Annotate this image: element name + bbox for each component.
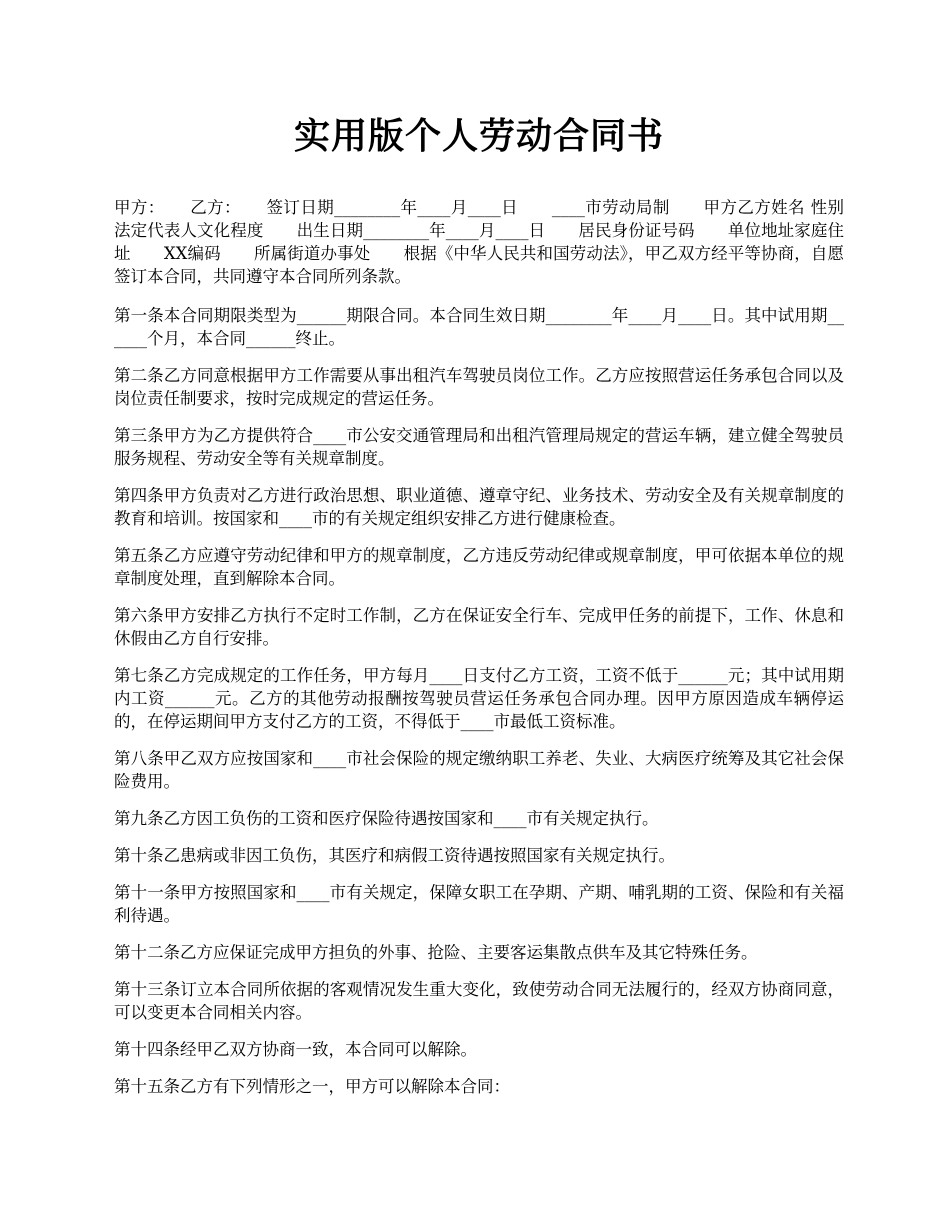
document-page [114,112,877,1112]
article-11: 第十一条甲方按照国家和____市有关规定，保障女职工在孕期、产期、哺乳期的工资、保险和有关福利待遇。 [114,883,844,925]
article-9: 第九条乙方因工负伤的工资和医疗保险待遇按国家和____市有关规定执行。 [114,809,659,828]
document-title: 实用版个人劳动合同书 [293,115,664,157]
article-14: 第十四条经甲乙双方协商一致，本合同可以解除。 [114,1040,477,1059]
article-5: 第五条乙方应遵守劳动纪律和甲方的规章制度，乙方违反劳动纪律或规章制度，甲可依据本单位的规章制度处理，直到解除本合同。 [114,546,844,588]
article-10: 第十条乙患病或非因工负伤，其医疗和病假工资待遇按照国家有关规定执行。 [114,846,675,865]
article-7: 第七条乙方完成规定的工作任务，甲方每月____日支付乙方工资，工资不低于______元；其中试用期内工资______元。乙方的其他劳动报酬按驾驶员营运任务承包合同办理。因甲方原因造成车辆停运的，在停运期间甲方支付乙方的工资，不得低于____市最低工资标准。 [114,666,844,731]
article-8: 第八条甲乙双方应按国家和____市社会保险的规定缴纳职工养老、失业、大病医疗统筹及其它社会保险费用。 [114,749,844,791]
article-6: 第六条甲方安排乙方执行不定时工作制，乙方在保证安全行车、完成甲任务的前提下，工作、休息和休假由乙方自行安排。 [114,606,844,648]
article-4: 第四条甲方负责对乙方进行政治思想、职业道德、遵章守纪、业务技术、劳动安全及有关规章制度的教育和培训。按国家和____市的有关规定组织安排乙方进行健康检查。 [114,486,844,528]
article-2: 第二条乙方同意根据甲方工作需要从事出租汽车驾驶员岗位工作。乙方应按照营运任务承包合同以及岗位责任制要求，按时完成规定的营运任务。 [114,366,844,408]
article-13: 第十三条订立本合同所依据的客观情况发生重大变化，致使劳动合同无法履行的，经双方协商同意，可以变更本合同相关内容。 [114,980,844,1022]
article-3: 第三条甲方为乙方提供符合____市公安交通管理局和出租汽管理局规定的营运车辆，建立健全驾驶员服务规程、劳动安全等有关规章制度。 [114,426,844,468]
header-paragraph: 甲方： 乙方： 签订日期________年____月____日 ____市劳动局制 甲方乙方姓名 性别 法定代表人文化程度 出生日期________年____月____日 居民身份证号码 单位地址家庭住址 XX编码 所属街道办事处 根据《中华人民共和国劳动法》，甲乙双方经平等协商，自愿签订本合同，共同遵守本合同所列条款。 [114,198,877,286]
article-15: 第十五条乙方有下列情形之一，甲方可以解除本合同： [114,1077,510,1096]
article-1: 第一条本合同期限类型为______期限合同。本合同生效日期________年____月____日。其中试用期______个月，本合同______终止。 [114,306,844,348]
article-12: 第十二条乙方应保证完成甲方担负的外事、抢险、主要客运集散点供车及其它特殊任务。 [114,943,758,962]
